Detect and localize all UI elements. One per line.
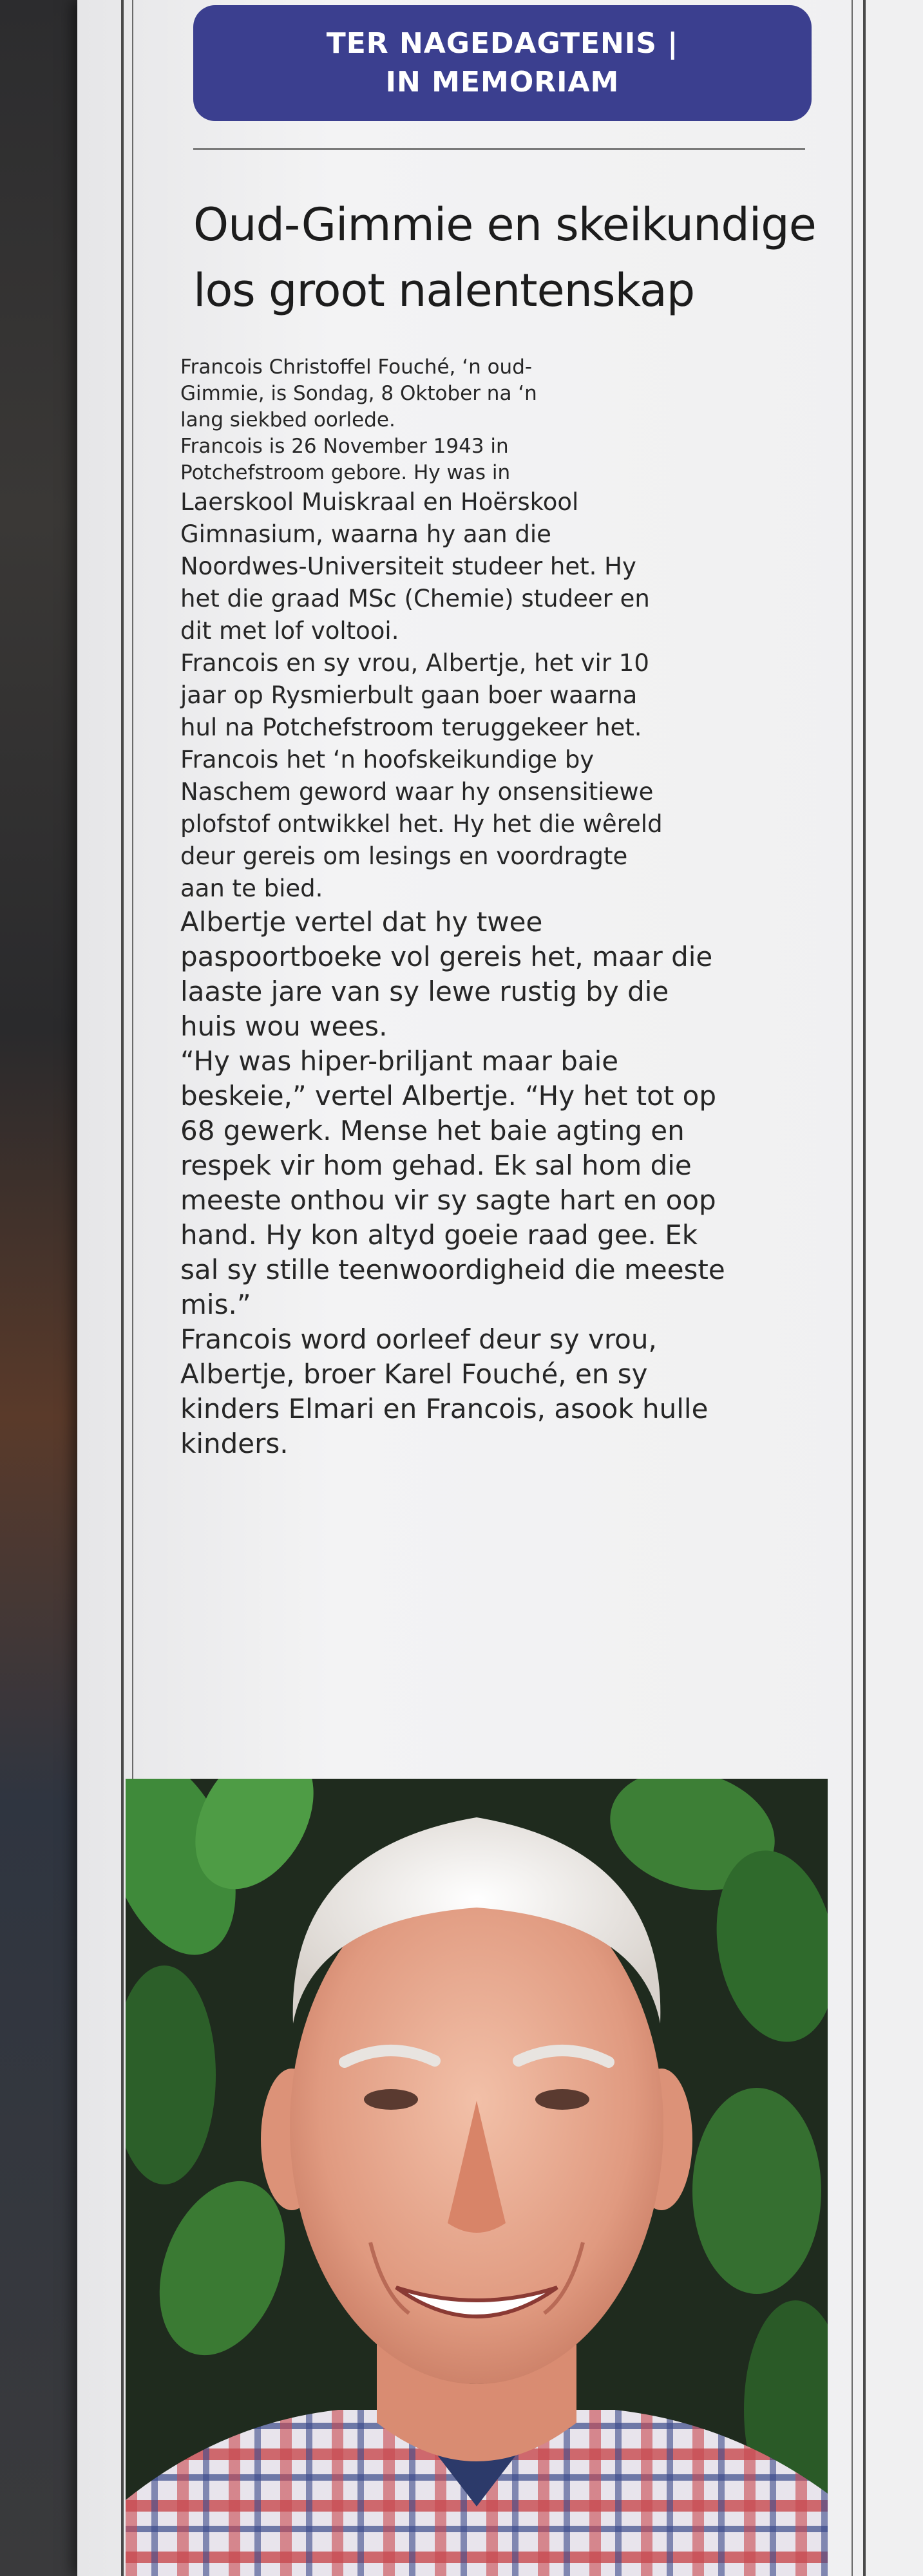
article-line: 68 gewerk. Mense het baie agting en [180,1115,685,1146]
article-line: meeste onthou vir sy sagte hart en oop [180,1184,716,1216]
article-line: lang siekbed oorlede. [180,408,395,431]
article-line: plofstof ontwikkel het. Hy het die wêreld [180,810,663,838]
article-line: paspoortboeke vol gereis het, maar die [180,941,713,972]
article-line: huis wou wees. [180,1010,388,1042]
portrait-illustration [126,1779,828,2576]
column-rule-right-inner [852,0,853,2576]
article-line: Gimmie, is Sondag, 8 Oktober na ‘n [180,382,537,405]
article-line: kinders Elmari en Francois, asook hulle [180,1393,709,1425]
article-line: respek vir hom gehad. Ek sal hom die [180,1150,692,1181]
article-line: Gimnasium, waarna hy aan die [180,520,551,548]
headline-line-2: los groot nalentenskap [193,264,695,317]
article-line: Francois het ‘n hoofskeikundige by [180,746,595,773]
article-body [180,354,824,1461]
article-line: deur gereis om lesings en voordragte [180,842,628,870]
article-line: dit met lof voltooi. [180,617,399,645]
banner-line-1: TER NAGEDAGTENIS | [326,27,679,60]
article-line: jaar op Rysmierbult gaan boer waarna [180,681,638,709]
article-line: Naschem geword waar hy onsensitiewe [180,778,654,806]
section-banner [193,5,812,121]
article-line: laaste jare van sy lewe rustig by die [180,976,669,1007]
article-line: Albertje, broer Karel Fouché, en sy [180,1358,648,1390]
article-line: hul na Potchefstroom teruggekeer het. [180,714,642,741]
article-line: Albertje vertel dat hy twee [180,906,543,938]
article-line: Laerskool Muiskraal en Hoërskool [180,488,579,516]
portrait-photo [126,1779,828,2576]
column-rule-left-outer [121,0,124,2576]
article-line: het die graad MSc (Chemie) studeer en [180,585,650,612]
article-line: aan te bied. [180,875,323,902]
article-line: hand. Hy kon altyd goeie raad gee. Ek [180,1219,698,1251]
article-line: Francois word oorleef deur sy vrou, [180,1323,657,1355]
article-line: beskeie,” vertel Albertje. “Hy het tot op [180,1080,717,1112]
column-rule-right-outer [863,0,866,2576]
article-line: Francois is 26 November 1943 in [180,435,509,458]
article-line: kinders. [180,1428,289,1459]
article-line: mis.” [180,1289,251,1320]
article-line: Francois en sy vrou, Albertje, het vir 10 [180,649,649,677]
banner-line-2: IN MEMORIAM [385,66,620,99]
article-line: sal sy stille teenwoordigheid die meeste [180,1254,725,1285]
header-divider [193,148,805,150]
article-line: Francois Christoffel Fouché, ‘n oud- [180,355,533,379]
article-line: Noordwes-Universiteit studeer het. Hy [180,553,636,580]
article-line: “Hy was hiper-briljant maar baie [180,1045,619,1077]
article-line: Potchefstroom gebore. Hy was in [180,461,511,484]
headline-line-1: Oud-Gimmie en skeikundige [193,198,816,251]
article-headline [193,192,824,323]
